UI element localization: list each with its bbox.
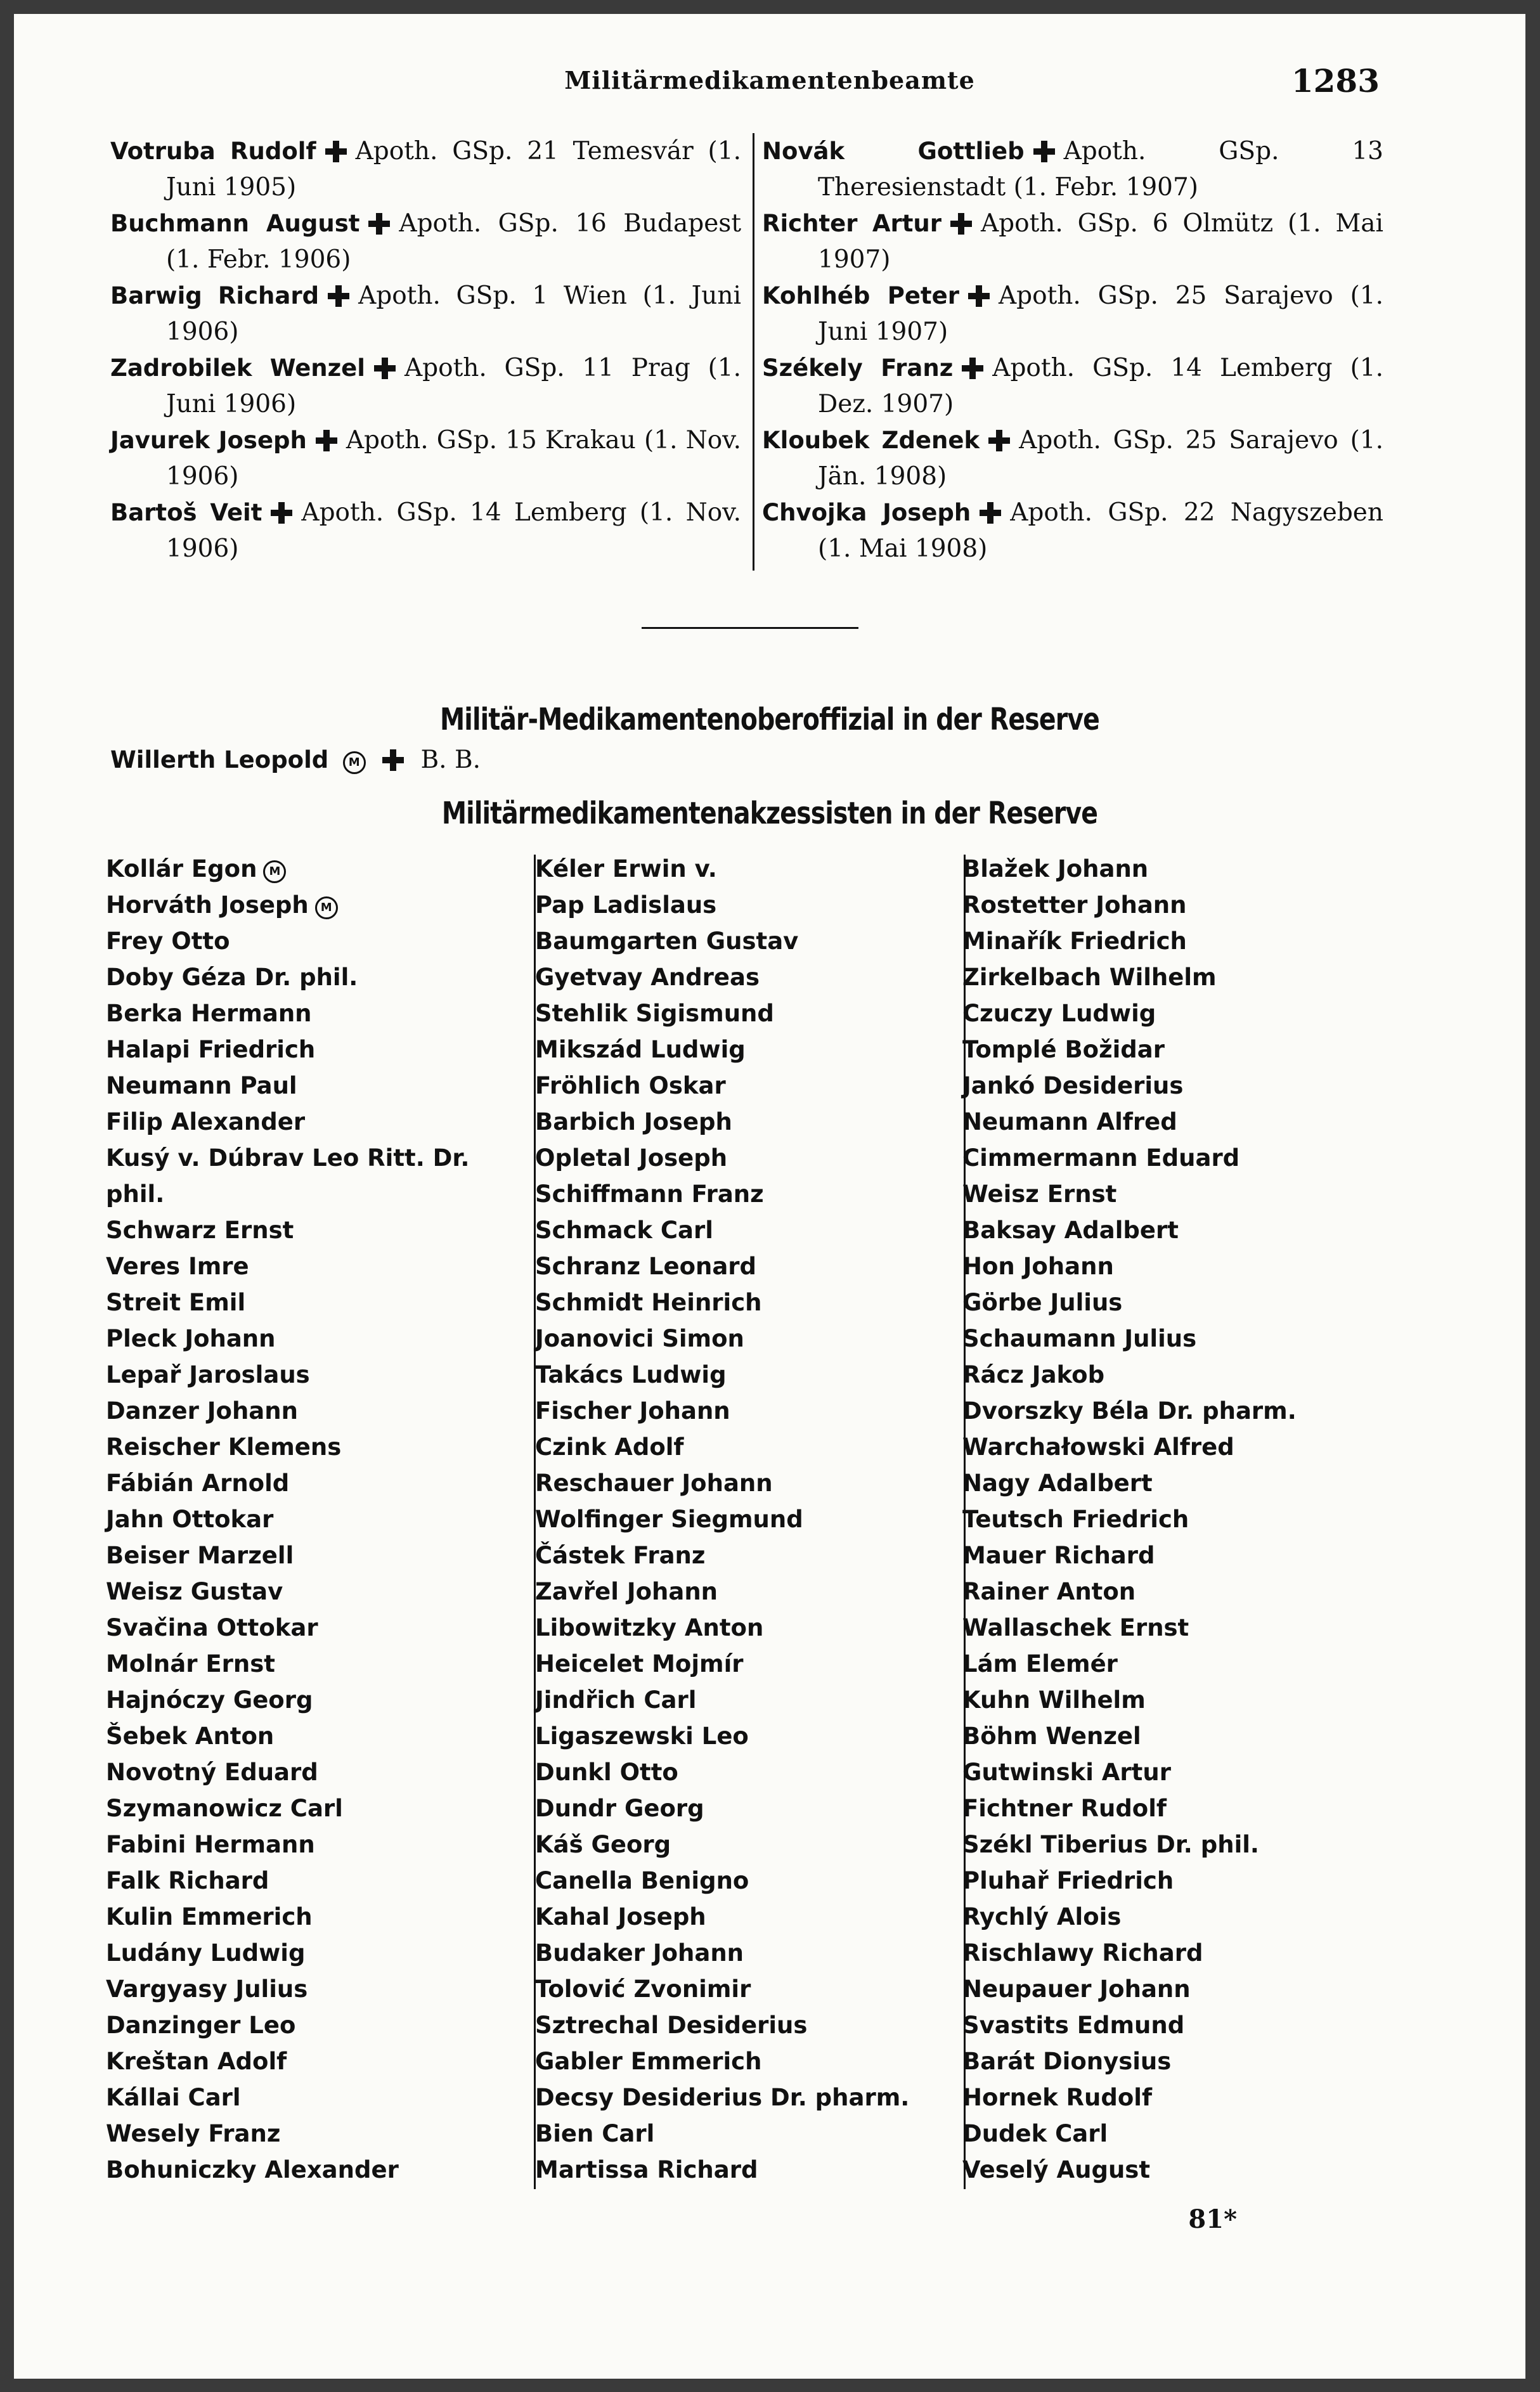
entry-detail: Apoth. GSp. 13 Theresienstadt (1. Febr. 1907) — [818, 137, 1383, 202]
list-item — [962, 1501, 1375, 1537]
entry-name: Zavřel Johann — [535, 1578, 718, 1605]
entry-name: Kreštan Adolf — [106, 2048, 287, 2075]
entry-name: Opletal Joseph — [535, 1144, 728, 1172]
entry-name: Svačina Ottokar — [106, 1614, 318, 1641]
entry-name: Böhm Wenzel — [962, 1723, 1141, 1750]
entry-name: Veselý August — [962, 2156, 1151, 2183]
list-item — [535, 1284, 954, 1321]
entry-name: Cimmermann Eduard — [962, 1144, 1240, 1172]
list-item — [535, 995, 954, 1031]
list-item — [962, 1826, 1375, 1863]
entry-name: Jindřich Carl — [535, 1686, 697, 1714]
entry-detail: Apoth. GSp. 22 Nagyszeben (1. Mai 1908) — [818, 498, 1383, 563]
entry-name: Canella Benigno — [535, 1867, 749, 1894]
oberoffizial-entry — [110, 742, 481, 778]
entry-name: Kulin Emmerich — [106, 1903, 313, 1930]
entry-name: Libowitzky Anton — [535, 1614, 764, 1641]
list-item — [535, 2079, 954, 2116]
list-item — [962, 1790, 1375, 1826]
cross-icon — [950, 213, 972, 235]
list-item — [535, 1501, 954, 1537]
list-item — [535, 851, 954, 887]
entry-name: Kusý v. Dúbrav Leo Ritt. Dr. phil. — [106, 1144, 470, 1208]
entry-name: Rainer Anton — [962, 1578, 1136, 1605]
list-item — [962, 851, 1375, 887]
list-item — [535, 1574, 954, 1610]
list-item — [106, 2079, 521, 2116]
list-item — [535, 1068, 954, 1104]
entry-name: Falk Richard — [106, 1867, 269, 1894]
entry-name: Reschauer Johann — [535, 1470, 773, 1497]
entry-name: Bien Carl — [535, 2120, 655, 2147]
entry-name: Pap Ladislaus — [535, 891, 717, 919]
entry-name: Wallaschek Ernst — [962, 1614, 1189, 1641]
top-right-column — [762, 133, 1383, 567]
list-item — [535, 1393, 954, 1429]
list-item — [106, 1682, 521, 1718]
entry-name: Částek Franz — [535, 1542, 706, 1569]
list-item — [106, 1140, 521, 1212]
list-item — [106, 1393, 521, 1429]
page-header — [14, 62, 1525, 104]
entry-name: Heicelet Mojmír — [535, 1650, 744, 1678]
list-item — [106, 1501, 521, 1537]
entry-name: Vargyasy Julius — [106, 1975, 308, 2003]
entry-name: Blažek Johann — [962, 855, 1149, 882]
entry-detail: Apoth. GSp. 25 Sarajevo (1. Jän. 1908) — [818, 426, 1383, 491]
document-page — [14, 14, 1525, 2379]
entry-name: Sztrechal Desiderius — [535, 2012, 808, 2039]
entry-name: Molnár Ernst — [106, 1650, 275, 1678]
list-item — [535, 1537, 954, 1574]
list-item — [962, 1537, 1375, 1574]
entry-name: Willerth Leopold — [110, 746, 329, 773]
list-item — [535, 1212, 954, 1248]
entry-name: Hornek Rudolf — [962, 2084, 1153, 2111]
entry-name: Lepař Jaroslaus — [106, 1361, 310, 1388]
list-item — [535, 1826, 954, 1863]
list-item — [535, 1429, 954, 1465]
list-item — [110, 205, 741, 278]
entry-name: Joanovici Simon — [535, 1325, 744, 1352]
list-item — [106, 1321, 521, 1357]
cross-icon — [368, 213, 390, 235]
section-title-oberoffizial: Militär-Medikamentenoberoffizial in der Reserve — [439, 702, 1100, 737]
entry-name: Baksay Adalbert — [962, 1217, 1179, 1244]
list-item — [106, 1971, 521, 2007]
entry-name: Tolović Zvonimir — [535, 1975, 751, 2003]
list-item — [106, 1935, 521, 1971]
list-item — [106, 1248, 521, 1284]
entry-name: Rácz Jakob — [962, 1361, 1105, 1388]
list-item — [535, 1863, 954, 1899]
list-item — [535, 1682, 954, 1718]
list-item — [962, 1393, 1375, 1429]
list-item — [535, 1465, 954, 1501]
list-item — [962, 1899, 1375, 1935]
entry-name: Kohlhéb Peter — [762, 282, 959, 309]
section-title-akzessisten: Militärmedikamentenakzessisten in der Reserve — [441, 796, 1098, 831]
list-item — [535, 1031, 954, 1068]
entry-name: Jankó Desiderius — [962, 1072, 1184, 1099]
entry-name: Kloubek Zdenek — [762, 427, 980, 454]
entry-name: Zirkelbach Wilhelm — [962, 964, 1217, 991]
list-item — [962, 1321, 1375, 1357]
top-left-column — [110, 133, 741, 567]
list-item — [535, 2116, 954, 2152]
list-item — [106, 1537, 521, 1574]
list-item — [110, 350, 741, 422]
list-item — [762, 495, 1383, 567]
entry-name: Mauer Richard — [962, 1542, 1155, 1569]
list-item — [106, 923, 521, 959]
list-item — [962, 923, 1375, 959]
entry-name: Barbich Joseph — [535, 1108, 732, 1135]
entry-name: Javurek Joseph — [110, 427, 307, 454]
entry-name: Budaker Johann — [535, 1939, 744, 1967]
list-item — [962, 1212, 1375, 1248]
entry-name: Ligaszewski Leo — [535, 1723, 749, 1750]
list-item — [535, 1935, 954, 1971]
entry-name: Barwig Richard — [110, 282, 320, 309]
list-item — [106, 1284, 521, 1321]
list-item — [962, 959, 1375, 995]
entry-name: Pluhař Friedrich — [962, 1867, 1174, 1894]
entry-name: Schmack Carl — [535, 1217, 713, 1244]
entry-name: Beiser Marzell — [106, 1542, 294, 1569]
entry-name: Dvorszky Béla Dr. pharm. — [962, 1397, 1297, 1425]
entry-name: Novák Gottlieb — [762, 138, 1025, 165]
list-item — [762, 422, 1383, 495]
list-item — [962, 995, 1375, 1031]
cross-icon — [316, 430, 337, 451]
entry-name: Chvojka Joseph — [762, 499, 971, 526]
list-item — [962, 2116, 1375, 2152]
medal-icon: M — [343, 751, 366, 774]
cross-icon — [374, 358, 396, 379]
cross-icon — [988, 430, 1010, 451]
list-item — [962, 1248, 1375, 1284]
akzessisten-column-2 — [535, 851, 954, 2188]
entry-name: Danzinger Leo — [106, 2012, 296, 2039]
list-item — [962, 1935, 1375, 1971]
list-item — [962, 1971, 1375, 2007]
list-item — [106, 959, 521, 995]
entry-name: Wesely Franz — [106, 2120, 281, 2147]
entry-detail: Apoth. GSp. 6 Olmütz (1. Mai 1907) — [818, 209, 1383, 274]
entry-name: Weisz Ernst — [962, 1180, 1117, 1208]
list-item — [110, 495, 741, 567]
entry-name: Reischer Klemens — [106, 1433, 342, 1461]
list-item — [535, 1248, 954, 1284]
entry-name: Weisz Gustav — [106, 1578, 283, 1605]
medal-icon: M — [315, 896, 338, 919]
list-item — [535, 1971, 954, 2007]
entry-name: Schaumann Julius — [962, 1325, 1197, 1352]
entry-detail: B. B. — [420, 746, 481, 774]
list-item — [762, 278, 1383, 350]
list-item — [535, 2152, 954, 2188]
list-item — [110, 133, 741, 205]
entry-name: Rischlawy Richard — [962, 1939, 1203, 1967]
entry-name: Lám Elemér — [962, 1650, 1118, 1678]
entry-name: Fábián Arnold — [106, 1470, 290, 1497]
cross-icon — [325, 141, 347, 162]
entry-name: Schranz Leonard — [535, 1253, 757, 1280]
entry-name: Dundr Georg — [535, 1795, 704, 1822]
list-item — [962, 2043, 1375, 2079]
list-item — [535, 959, 954, 995]
entry-name: Neupauer Johann — [962, 1975, 1191, 2003]
entry-name: Szymanowicz Carl — [106, 1795, 343, 1822]
list-item — [106, 1718, 521, 1754]
cross-icon — [382, 749, 404, 771]
entry-name: Martissa Richard — [535, 2156, 758, 2183]
cross-icon — [980, 502, 1001, 524]
entry-name: Ludány Ludwig — [106, 1939, 306, 1967]
list-item — [535, 1357, 954, 1393]
list-item — [106, 1574, 521, 1610]
entry-detail: Apoth. GSp. 14 Lemberg (1. Nov. 1906) — [166, 498, 741, 563]
list-item — [106, 1104, 521, 1140]
list-item — [762, 205, 1383, 278]
entry-name: Gyetvay Andreas — [535, 964, 760, 991]
entry-name: Frey Otto — [106, 928, 230, 955]
entry-name: Minařík Friedrich — [962, 928, 1187, 955]
entry-name: Pleck Johann — [106, 1325, 276, 1352]
list-item — [106, 1068, 521, 1104]
list-item — [535, 1176, 954, 1212]
entry-name: Barát Dionysius — [962, 2048, 1172, 2075]
entry-name: Székely Franz — [762, 354, 954, 382]
list-item — [962, 1357, 1375, 1393]
cross-icon — [271, 502, 292, 524]
list-item — [106, 2043, 521, 2079]
list-item — [106, 2152, 521, 2188]
entry-name: Teutsch Friedrich — [962, 1506, 1189, 1533]
list-item — [535, 923, 954, 959]
entry-name: Székl Tiberius Dr. phil. — [962, 1831, 1259, 1858]
entry-name: Mikszád Ludwig — [535, 1036, 746, 1063]
list-item — [962, 1682, 1375, 1718]
list-item — [535, 1610, 954, 1646]
entry-name: Novotný Eduard — [106, 1759, 318, 1786]
list-item — [535, 1754, 954, 1790]
list-item — [106, 1429, 521, 1465]
entry-name: Baumgarten Gustav — [535, 928, 799, 955]
list-item — [962, 1646, 1375, 1682]
entry-name: Bartoš Veit — [110, 499, 262, 526]
entry-name: Kéler Erwin v. — [535, 855, 717, 882]
list-item — [962, 1863, 1375, 1899]
entry-name: Gabler Emmerich — [535, 2048, 762, 2075]
running-title: Militärmedikamentenbeamte — [564, 66, 975, 94]
entry-name: Jahn Ottokar — [106, 1506, 274, 1533]
entry-name: Richter Artur — [762, 210, 941, 237]
cross-icon — [1033, 141, 1055, 162]
list-item — [962, 1068, 1375, 1104]
entry-name: Czuczy Ludwig — [962, 1000, 1156, 1027]
list-item — [535, 2043, 954, 2079]
entry-name: Káš Georg — [535, 1831, 671, 1858]
entry-detail: Apoth. GSp. 21 Temesvár (1. Juni 1905) — [166, 137, 741, 202]
entry-name: Šebek Anton — [106, 1723, 275, 1750]
entry-name: Fichtner Rudolf — [962, 1795, 1167, 1822]
entry-name: Filip Alexander — [106, 1108, 306, 1135]
entry-name: Fischer Johann — [535, 1397, 730, 1425]
entry-detail: Apoth. GSp. 14 Lemberg (1. Dez. 1907) — [818, 354, 1383, 418]
entry-detail: Apoth. GSp. 16 Budapest (1. Febr. 1906) — [166, 209, 741, 274]
list-item — [106, 851, 521, 887]
entry-name: Hon Johann — [962, 1253, 1114, 1280]
list-item — [535, 1321, 954, 1357]
entry-name: Tomplé Božidar — [962, 1036, 1165, 1063]
list-item — [106, 887, 521, 923]
cross-icon — [962, 358, 983, 379]
list-item — [762, 350, 1383, 422]
entry-name: Rychlý Alois — [962, 1903, 1122, 1930]
list-item — [106, 1899, 521, 1935]
list-item — [535, 887, 954, 923]
entry-name: Buchmann August — [110, 210, 360, 237]
entry-name: Schwarz Ernst — [106, 1217, 294, 1244]
entry-name: Wolfinger Siegmund — [535, 1506, 803, 1533]
list-item — [106, 1610, 521, 1646]
list-item — [962, 1465, 1375, 1501]
entry-name: Czink Adolf — [535, 1433, 684, 1461]
entry-detail: Apoth. GSp. 15 Krakau (1. Nov. 1906) — [166, 426, 741, 491]
entry-name: Horváth Joseph — [106, 891, 309, 919]
entry-name: Veres Imre — [106, 1253, 249, 1280]
entry-detail: Apoth. GSp. 11 Prag (1. Juni 1906) — [166, 354, 741, 418]
list-item — [110, 278, 741, 350]
entry-name: Hajnóczy Georg — [106, 1686, 313, 1714]
list-item — [106, 1754, 521, 1790]
list-item — [962, 1429, 1375, 1465]
entry-name: Fröhlich Oskar — [535, 1072, 726, 1099]
entry-name: Svastits Edmund — [962, 2012, 1185, 2039]
entry-name: Kuhn Wilhelm — [962, 1686, 1146, 1714]
entry-name: Warchałowski Alfred — [962, 1433, 1234, 1461]
section-separator-rule — [642, 627, 858, 629]
list-item — [962, 1176, 1375, 1212]
list-item — [535, 1646, 954, 1682]
entry-name: Doby Géza Dr. phil. — [106, 964, 358, 991]
entry-name: Rostetter Johann — [962, 891, 1187, 919]
entry-detail: Apoth. GSp. 1 Wien (1. Juni 1906) — [166, 281, 742, 346]
medal-icon: M — [263, 860, 286, 883]
entry-name: Votruba Rudolf — [110, 138, 316, 165]
list-item — [106, 1031, 521, 1068]
list-item — [535, 1140, 954, 1176]
list-item — [106, 1465, 521, 1501]
entry-name: Kállai Carl — [106, 2084, 241, 2111]
list-item — [535, 1899, 954, 1935]
list-item — [962, 1140, 1375, 1176]
list-item — [962, 2152, 1375, 2188]
entry-name: Fabini Hermann — [106, 1831, 315, 1858]
list-item — [962, 1718, 1375, 1754]
list-item — [535, 1718, 954, 1754]
list-item — [962, 1284, 1375, 1321]
list-item — [106, 1646, 521, 1682]
list-item — [962, 887, 1375, 923]
entry-name: Gutwinski Artur — [962, 1759, 1171, 1786]
entry-name: Dudek Carl — [962, 2120, 1108, 2147]
signature-mark: 81* — [1188, 2204, 1237, 2234]
list-item — [106, 2116, 521, 2152]
entry-name: Schiffmann Franz — [535, 1180, 764, 1208]
akzessisten-column-3 — [962, 851, 1375, 2188]
list-item — [962, 1031, 1375, 1068]
entry-name: Neumann Alfred — [962, 1108, 1177, 1135]
column-divider — [753, 133, 754, 571]
list-item — [762, 133, 1383, 205]
entry-name: Decsy Desiderius Dr. pharm. — [535, 2084, 910, 2111]
entry-name: Kollár Egon — [106, 855, 257, 882]
cross-icon — [968, 285, 990, 307]
entry-name: Kahal Joseph — [535, 1903, 706, 1930]
entry-name: Nagy Adalbert — [962, 1470, 1153, 1497]
list-item — [962, 1610, 1375, 1646]
entry-name: Dunkl Otto — [535, 1759, 678, 1786]
entry-name: Schmidt Heinrich — [535, 1289, 762, 1316]
list-item — [962, 1104, 1375, 1140]
list-item — [106, 2007, 521, 2043]
list-item — [962, 2007, 1375, 2043]
entry-name: Bohuniczky Alexander — [106, 2156, 399, 2183]
list-item — [535, 1104, 954, 1140]
list-item — [535, 1790, 954, 1826]
entry-detail: Apoth. GSp. 25 Sarajevo (1. Juni 1907) — [818, 281, 1383, 346]
cross-icon — [328, 285, 349, 307]
entry-name: Halapi Friedrich — [106, 1036, 316, 1063]
entry-name: Stehlik Sigismund — [535, 1000, 774, 1027]
entry-name: Takács Ludwig — [535, 1361, 727, 1388]
entry-name: Berka Hermann — [106, 1000, 312, 1027]
entry-name: Streit Emil — [106, 1289, 246, 1316]
page-number: 1283 — [1291, 62, 1380, 100]
list-item — [110, 422, 741, 495]
list-item — [106, 1790, 521, 1826]
list-item — [106, 1212, 521, 1248]
entry-name: Zadrobilek Wenzel — [110, 354, 365, 382]
entry-name: Danzer Johann — [106, 1397, 298, 1425]
list-item — [962, 1574, 1375, 1610]
list-item — [962, 1754, 1375, 1790]
akzessisten-column-1 — [106, 851, 521, 2188]
list-item — [106, 1357, 521, 1393]
list-item — [106, 1826, 521, 1863]
list-item — [106, 1863, 521, 1899]
list-item — [106, 995, 521, 1031]
list-item — [535, 2007, 954, 2043]
list-item — [962, 2079, 1375, 2116]
entry-name: Görbe Julius — [962, 1289, 1123, 1316]
entry-name: Neumann Paul — [106, 1072, 297, 1099]
